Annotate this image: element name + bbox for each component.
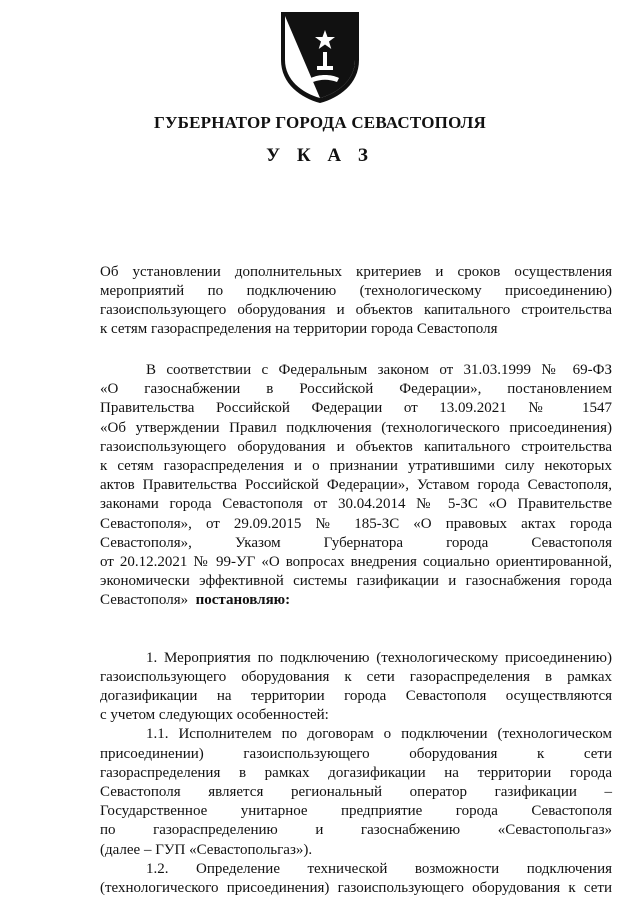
text-line: (далее – ГУП «Севастопольгаз»). — [100, 841, 313, 858]
text-line: актов Правительства Российской Федерации», Уставом города Севастополя, — [100, 477, 612, 494]
item-1-2-paragraph — [100, 860, 612, 898]
subject-line: к сетям газораспределения на территории города Севастополя — [100, 321, 498, 337]
text-line: «О газоснабжении в Российской Федерации», постановлением — [100, 381, 612, 398]
text-line: газоиспользующего оборудования к сети газораспределения в рамках — [100, 668, 612, 685]
text-line: 1. Мероприятия по подключению (технологическому присоединению) — [146, 649, 612, 666]
document-type: У К А З — [266, 145, 374, 166]
text-line: экономически эффективной системы газификации и газоснабжения города — [100, 573, 612, 590]
text-line: Севастополя является региональный оператор газификации – — [100, 784, 612, 801]
preamble-paragraph — [100, 361, 612, 611]
text-line: В соответствии с Федеральным законом от 31.03.1999 № 69-ФЗ — [146, 362, 612, 378]
text-line: законами города Севастополя от 30.04.2014 № 5-ЗС «О Правительстве — [100, 496, 612, 513]
text-fragment: Севастополя» — [100, 592, 189, 609]
document-subject — [100, 263, 612, 339]
subject-line: газоиспользующего оборудования и объектов капитального строительства — [100, 302, 612, 318]
text-line: газораспределения в рамках догазификации на территории города — [100, 764, 612, 781]
item-1-paragraph — [100, 649, 612, 726]
text-line: к сетям газораспределения и о признании утратившими силу некоторых — [100, 458, 612, 475]
text-line — [100, 591, 612, 610]
text-line: от 20.12.2021 № 99-УГ «О вопросах внедрения социально ориентированной, — [100, 554, 612, 571]
text-line: Государственное унитарное предприятие города Севастополя — [100, 803, 612, 820]
text-line: присоединении) газоиспользующего оборудования к сети — [100, 745, 612, 762]
issuing-authority: ГУБЕРНАТОР ГОРОДА СЕВАСТОПОЛЯ — [153, 113, 486, 132]
text-line: Севастополя», от 29.09.2015 № 185-ЗС «О правовых актах города — [100, 515, 612, 532]
text-line: с учетом следующих особенностей: — [100, 707, 329, 724]
subject-line: мероприятий по подключению (технологическому присоединению) — [100, 283, 612, 299]
text-line: газоиспользующего оборудования и объектов капитального строительства — [100, 438, 612, 455]
text-line: по газораспределению и газоснабжению «Севастопольгаз» — [100, 822, 612, 839]
text-line: «Об утверждении Правил подключения (технологического присоединения) — [100, 419, 612, 436]
document-body — [100, 361, 612, 898]
text-line: Севастополя», Указом Губернатора города Севастополя — [100, 534, 612, 551]
item-1-1-paragraph — [100, 725, 612, 859]
sevastopol-coat-of-arms-icon — [277, 8, 363, 106]
text-line: Правительства Российской Федерации от 13.09.2021 № 1547 — [100, 400, 612, 417]
subject-line: Об установлении дополнительных критериев и сроков осуществления — [100, 264, 612, 280]
decree-keyword: постановляю: — [195, 592, 291, 609]
text-line: 1.2. Определение технической возможности подключения — [146, 860, 612, 877]
text-line: 1.1. Исполнителем по договорам о подключении (технологическом — [146, 726, 612, 743]
text-line: догазификации на территории города Севастополя осуществляются — [100, 688, 612, 705]
text-line: (технологического присоединения) газоиспользующего оборудования к сети — [100, 880, 612, 897]
